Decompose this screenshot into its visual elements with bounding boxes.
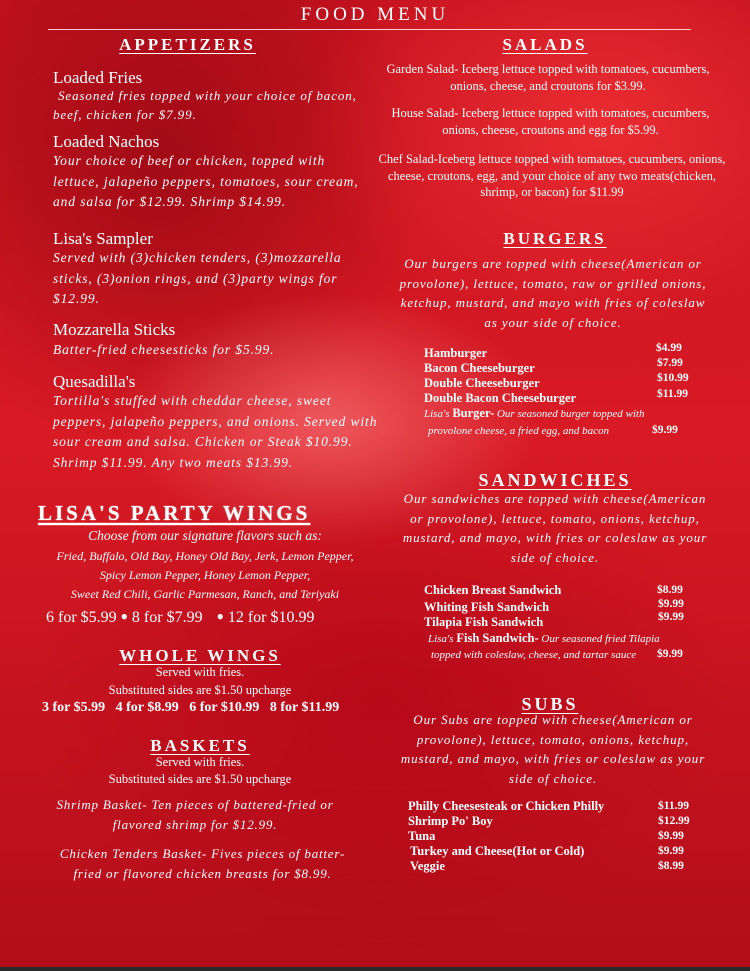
special-name: Burger- bbox=[452, 406, 495, 420]
baskets-served: Served with fries. bbox=[155, 755, 245, 769]
wing-option: 12 for $10.99 bbox=[227, 609, 315, 626]
sandwich-name: Tilapia Fish Sandwich bbox=[424, 615, 544, 629]
sub-price: $9.99 bbox=[658, 830, 684, 842]
sandwich-price: $8.99 bbox=[657, 584, 683, 596]
sandwich-name: Whiting Fish Sandwich bbox=[424, 600, 550, 614]
sandwiches-desc: Our sandwiches are topped with cheese(American or provolone), lettuce, tomato, onions, ketchup, mustard, and mayo, with fries or coleslaw as your side of choice. bbox=[402, 491, 708, 565]
sandwich-name: Chicken Breast Sandwich bbox=[424, 583, 562, 597]
salads-heading: SALADS bbox=[502, 35, 588, 54]
sandwich-special-desc: topped with coleslaw, cheese, and tartar sauce bbox=[431, 649, 637, 661]
burger-name: Double Cheeseburger bbox=[424, 376, 540, 390]
sub-name: Philly Cheesesteak or Chicken Philly bbox=[408, 799, 605, 813]
sub-name: Tuna bbox=[408, 829, 436, 843]
sandwich-price: $9.99 bbox=[658, 598, 684, 610]
salad-item: Chef Salad-Iceberg lettuce topped with tomatoes, cucumbers, onions, cheese, croutons, egg, and your choice of any two meats(chicken, shrimp, or bacon) for $11.99 bbox=[378, 152, 726, 199]
sub-price: $8.99 bbox=[658, 860, 684, 872]
wing-option: 8 for $7.99 bbox=[131, 609, 203, 626]
bullet-icon: ● bbox=[120, 609, 128, 623]
special-prefix: Lisa's bbox=[424, 408, 450, 420]
party-wings-intro: Choose from our signature flavors such as: bbox=[88, 528, 322, 543]
basket-item: Chicken Tenders Basket- Fives pieces of batter-fried or flavored chicken breasts for $8.99. bbox=[59, 846, 346, 881]
appetizer-name: Loaded Fries bbox=[53, 68, 143, 87]
subs-desc: Our Subs are topped with cheese(American or provolone), lettuce, tomato, onions, ketchup, mustard, and mayo, with fries or coleslaw as your side of choice. bbox=[400, 712, 706, 786]
party-wings-heading: LISA'S PARTY WINGS bbox=[38, 501, 311, 525]
burger-name: Double Bacon Cheeseburger bbox=[424, 391, 577, 405]
sandwich-special bbox=[428, 630, 698, 647]
burger-special-desc: provolone cheese, a fried egg, and bacon bbox=[428, 425, 610, 437]
wing-option: 6 for $5.99 bbox=[46, 609, 117, 626]
appetizer-name: Loaded Nachos bbox=[53, 132, 160, 151]
burger-price: $11.99 bbox=[657, 388, 688, 400]
sandwich-special-price: $9.99 bbox=[657, 648, 683, 660]
sub-name: Shrimp Po' Boy bbox=[408, 814, 493, 828]
party-wings-flavors: Sweet Red Chili, Garlic Parmesan, Ranch, and Teriyaki bbox=[70, 587, 340, 601]
appetizer-name: Quesadilla's bbox=[53, 372, 136, 391]
wing-option: 6 for $10.99 bbox=[189, 700, 260, 715]
baskets-heading: BASKETS bbox=[150, 736, 250, 755]
whole-wings-note: Substituted sides are $1.50 upcharge bbox=[108, 683, 292, 697]
appetizer-name: Mozzarella Sticks bbox=[53, 320, 176, 339]
appetizer-desc: Your choice of beef or chicken, topped with lettuce, jalapeño peppers, tomatoes, sour cream, and salsa for $12.99. Shrimp $14.99. bbox=[53, 153, 359, 209]
bullet-icon: ● bbox=[216, 609, 224, 623]
burgers-heading: BURGERS bbox=[503, 229, 607, 248]
party-wings-flavors: Spicy Lemon Pepper, Honey Lemon Pepper, bbox=[99, 568, 311, 582]
appetizer-desc: Batter-fried cheesesticks for $5.99. bbox=[53, 342, 275, 357]
burger-name: Hamburger bbox=[424, 346, 488, 360]
wing-option: 4 for $8.99 bbox=[115, 700, 179, 715]
whole-wings-options bbox=[42, 698, 362, 717]
menu-title: FOOD MENU bbox=[300, 4, 450, 25]
whole-wings-heading: WHOLE WINGS bbox=[119, 646, 281, 665]
party-wings-flavors: Fried, Buffalo, Old Bay, Honey Old Bay, Jerk, Lemon Pepper, bbox=[56, 549, 354, 563]
party-wings-options bbox=[46, 609, 314, 627]
appetizer-desc: Tortilla's stuffed with cheddar cheese, sweet peppers, jalapeño peppers, and onions. Served with sour cream and salsa. Chicken or Steak $10.99. Shrimp $11.99. Any two meats $13.99. bbox=[53, 393, 378, 470]
wing-option: 3 for $5.99 bbox=[42, 700, 106, 715]
appetizer-name: Lisa's Sampler bbox=[53, 229, 153, 248]
salad-item: House Salad- Iceberg lettuce topped with tomatoes, cucumbers, onions, cheese, croutons and egg for $5.99. bbox=[391, 106, 710, 137]
special-desc: Our seasoned burger topped with bbox=[496, 408, 645, 420]
baskets-note: Substituted sides are $1.50 upcharge bbox=[108, 772, 292, 786]
sandwiches-heading: SANDWICHES bbox=[478, 470, 632, 490]
sub-name: Veggie bbox=[410, 859, 445, 873]
subs-heading: SUBS bbox=[521, 694, 579, 714]
appetizer-desc: Served with (3)chicken tenders, (3)mozzarella sticks, (3)onion rings, and (3)party wings for $12.99. bbox=[53, 250, 342, 306]
burger-price: $4.99 bbox=[656, 342, 682, 354]
sub-price: $12.99 bbox=[658, 815, 690, 827]
sub-price: $9.99 bbox=[658, 845, 684, 857]
wing-option: 8 for $11.99 bbox=[269, 700, 340, 715]
burger-special bbox=[424, 405, 684, 422]
burger-name: Bacon Cheeseburger bbox=[424, 361, 535, 375]
whole-wings-served: Served with fries. bbox=[155, 665, 245, 679]
bottom-border bbox=[0, 967, 750, 971]
sub-price: $11.99 bbox=[658, 800, 689, 812]
title-divider bbox=[48, 29, 691, 30]
salad-item: Garden Salad- Iceberg lettuce topped with tomatoes, cucumbers, onions, cheese, and croutons for $3.99. bbox=[386, 62, 710, 93]
appetizer-desc: Seasoned fries topped with your choice of bacon, beef, chicken for $7.99. bbox=[53, 88, 357, 122]
basket-item: Shrimp Basket- Ten pieces of battered-fried or flavored shrimp for $12.99. bbox=[56, 797, 334, 832]
sandwich-price: $9.99 bbox=[658, 611, 684, 623]
burgers-desc: Our burgers are topped with cheese(American or provolone), lettuce, tomato, raw or grilled onions, ketchup, mustard, and mayo with fries of coleslaw as your side of choice. bbox=[399, 256, 707, 330]
burger-price: $7.99 bbox=[657, 357, 683, 369]
special-prefix: Lisa's bbox=[428, 633, 454, 645]
special-desc: Our seasoned fried Tilapia bbox=[541, 633, 660, 645]
special-name: Fish Sandwich- bbox=[456, 631, 539, 645]
burger-special-price: $9.99 bbox=[652, 424, 678, 436]
sub-name: Turkey and Cheese(Hot or Cold) bbox=[410, 844, 585, 858]
appetizers-heading: APPETIZERS bbox=[119, 35, 256, 54]
burger-price: $10.99 bbox=[657, 372, 689, 384]
